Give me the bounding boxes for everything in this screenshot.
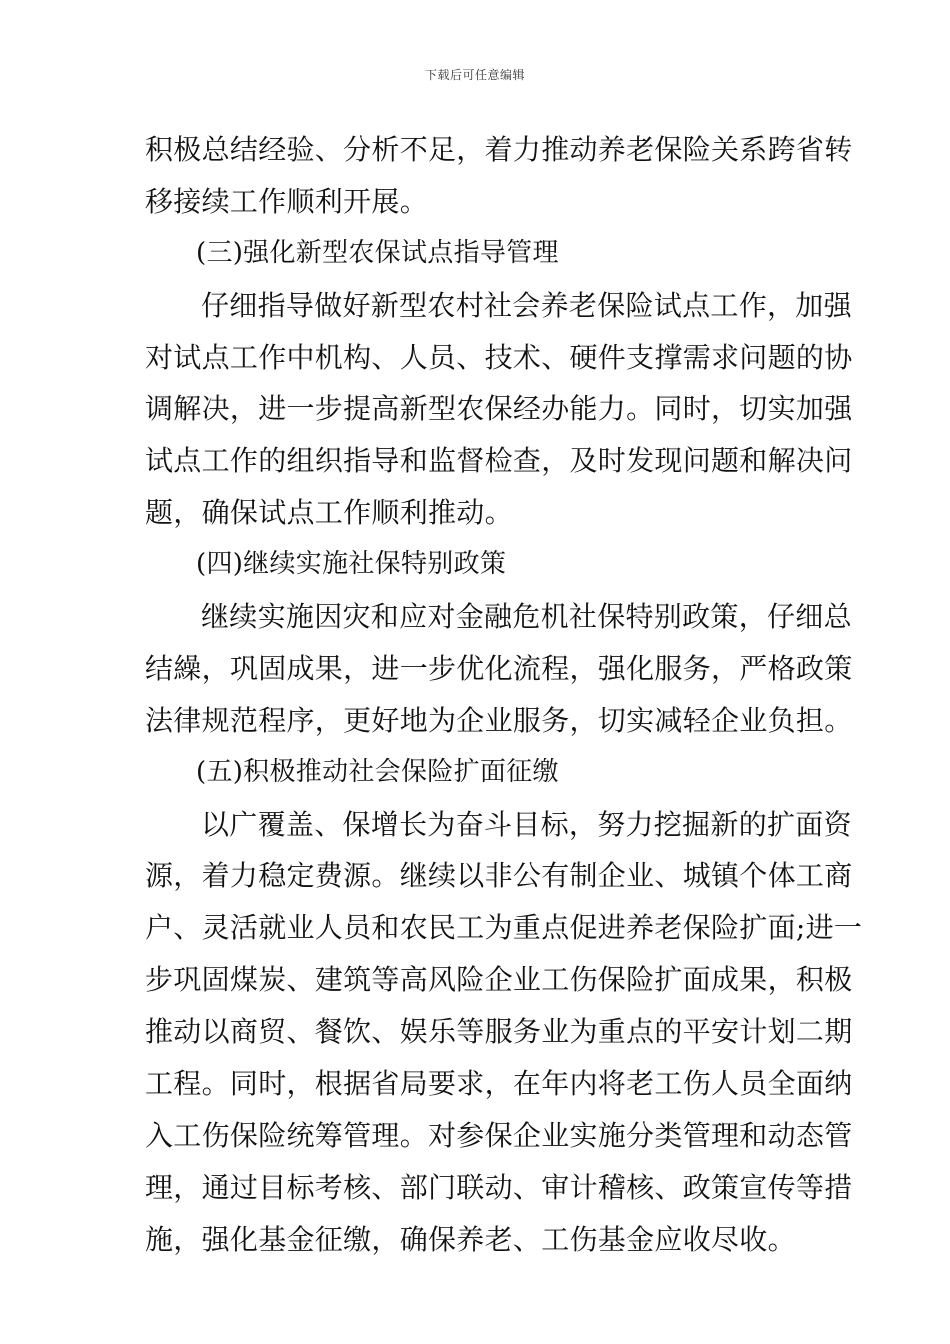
paragraph-line: 仔细指导做好新型农村社会养老保险试点工作，加强: [201, 288, 852, 322]
paragraph-line: 工程。同时，根据省局要求，在年内将老工伤人员全面纳: [145, 1067, 853, 1101]
paragraph-line: 源，着力稳定费源。继续以非公有制企业、城镇个体工商: [145, 859, 853, 893]
section-heading: (四)继续实施社保特别政策: [196, 549, 507, 580]
paragraph-line: 户、灵活就业人员和农民工为重点促进养老保险扩面;进一: [145, 911, 863, 945]
paragraph-line: 步巩固煤炭、建筑等高风险企业工伤保险扩面成果，积极: [145, 963, 853, 997]
section-heading: (三)强化新型农保试点指导管理: [196, 237, 559, 268]
paragraph-line: 入工伤保险统筹管理。对参保企业实施分类管理和动态管: [145, 1118, 853, 1152]
paragraph-line: 对试点工作中机构、人员、技术、硬件支撑需求问题的协: [145, 340, 853, 374]
paragraph-line: 结繰，巩固成果，进一步优化流程，强化服务，严格政策: [145, 651, 853, 685]
paragraph-line: 题，确保试点工作顺利推动。: [145, 496, 513, 530]
paragraph-line: 施，强化基金征缴，确保养老、工伤基金应收尽收。: [145, 1222, 796, 1256]
paragraph-line: 移接续工作顺利开展。: [145, 184, 429, 218]
paragraph-line: 理，通过目标考核、部门联动、审计稽核、政策宣传等措: [145, 1170, 853, 1204]
paragraph-line: 以广覆盖、保增长为奋斗目标，努力挖掘新的扩面资: [201, 807, 852, 841]
document-body: [145, 124, 863, 1266]
paragraph-line: 推动以商贸、餐饮、娱乐等服务业为重点的平安计划二期: [145, 1015, 853, 1049]
paragraph-line: 继续实施因灾和应对金融危机社保特别政策，仔细总: [201, 600, 852, 634]
paragraph-line: 法律规范程序，更好地为企业服务，切实减轻企业负担。: [145, 703, 853, 737]
section-heading: (五)积极推动社会保险扩面征缴: [196, 756, 559, 787]
paragraph-line: 试点工作的组织指导和监督检查，及时发现问题和解决问: [145, 444, 853, 478]
paragraph-line: 调解决，进一步提高新型农保经办能力。同时，切实加强: [145, 392, 853, 426]
page-header: 下载后可任意编辑: [424, 68, 525, 82]
paragraph-line: 积极总结经验、分析不足，着力推动养老保险关系跨省转: [145, 133, 853, 166]
